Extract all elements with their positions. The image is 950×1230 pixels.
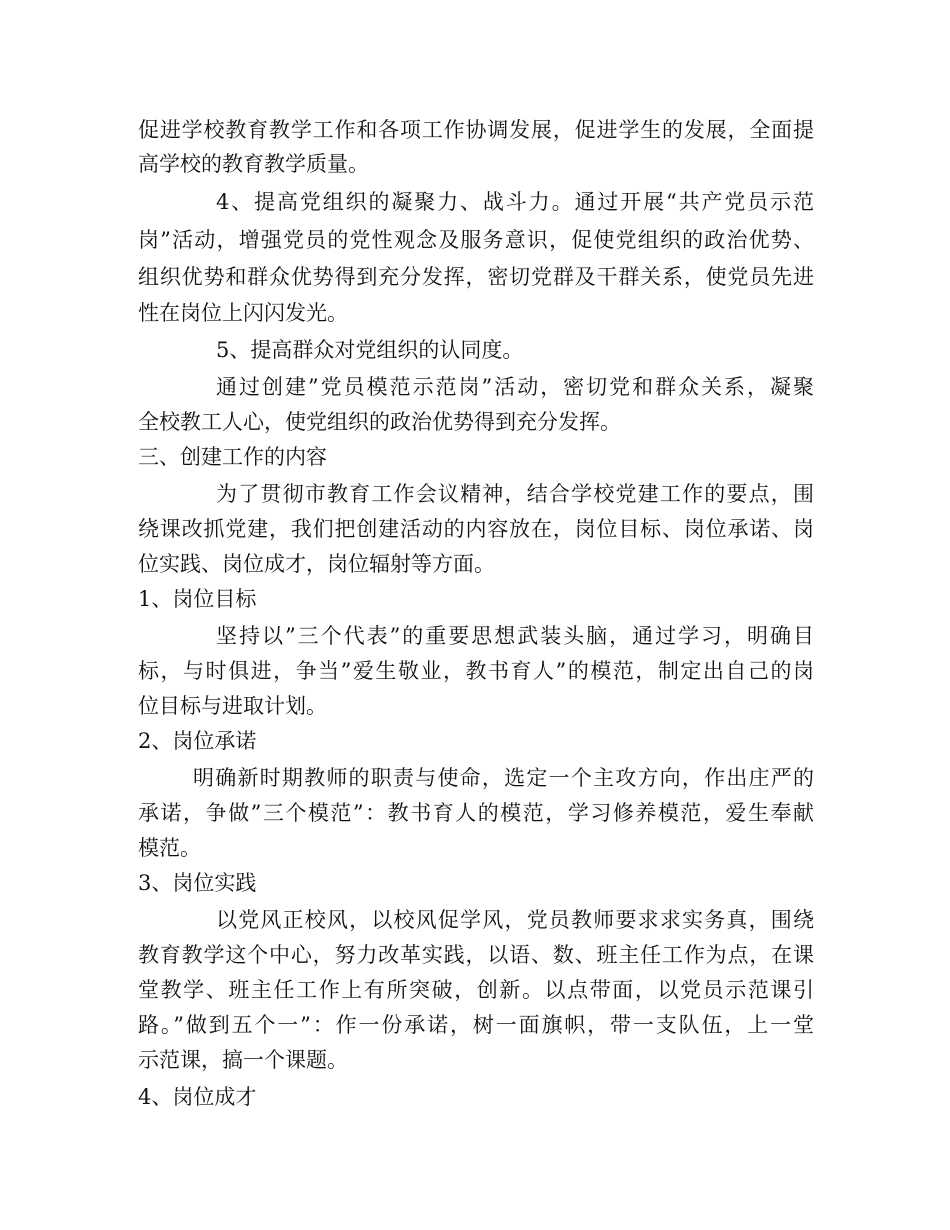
text-line-17: 位目标与进取计划。 bbox=[138, 694, 327, 718]
text-line-16: 标，与时俱进，争当”爱生敬业，教书育人”的模范，制定出自己的岗 bbox=[138, 659, 814, 683]
text-line-4: 岗”活动，增强党员的党性观念及服务意识，促使党组织的政治优势、 bbox=[138, 228, 814, 252]
text-line-12: 绕课改抓党建，我们把创建活动的内容放在，岗位目标、岗位承诺、岗 bbox=[138, 517, 814, 541]
text-line-13: 位实践、岗位成才，岗位辐射等方面。 bbox=[138, 552, 495, 576]
subheading-3: 3、岗位实践 bbox=[138, 871, 257, 895]
text-line-19: 明确新时期教师的职责与使命，选定一个主攻方向，作出庄严的 bbox=[193, 766, 814, 790]
section-heading-3: 三、创建工作的内容 bbox=[138, 445, 327, 469]
text-line-26: 路。”做到五个一”：作一份承诺，树一面旗帜，带一支队伍，上一堂 bbox=[138, 1013, 814, 1037]
text-line-9: 全校教工人心，使党组织的政治优势得到充分发挥。 bbox=[138, 410, 621, 434]
text-line-15: 坚持以”三个代表”的重要思想武装头脑，通过学习，明确目 bbox=[216, 624, 814, 648]
text-line-6: 性在岗位上闪闪发光。 bbox=[138, 301, 348, 325]
text-line-24: 教育教学这个中心，努力改革实践，以语、数、班主任工作为点，在课 bbox=[138, 943, 814, 967]
text-line-8: 通过创建”党员模范示范岗”活动，密切党和群众关系，凝聚 bbox=[216, 375, 814, 399]
text-line-21: 模范。 bbox=[138, 836, 201, 860]
text-line-7: 5、提高群众对党组织的认同度。 bbox=[216, 338, 524, 362]
text-line-20: 承诺，争做”三个模范”：教书育人的模范，学习修养模范，爱生奉献 bbox=[138, 801, 814, 825]
text-line-25: 堂教学、班主任工作上有所突破，创新。以点带面，以党员示范课引 bbox=[138, 978, 814, 1002]
text-line-5: 组织优势和群众优势得到充分发挥，密切党群及干群关系，使党员先进 bbox=[138, 265, 814, 289]
text-line-23: 以党风正校风，以校风促学风，党员教师要求求实务真，围绕 bbox=[216, 908, 814, 932]
text-line-2: 高学校的教育教学质量。 bbox=[138, 152, 369, 176]
text-line-27: 示范课，搞一个课题。 bbox=[138, 1048, 348, 1072]
subheading-4: 4、岗位成才 bbox=[138, 1085, 257, 1109]
text-line-1: 促进学校教育教学工作和各项工作协调发展，促进学生的发展，全面提 bbox=[138, 118, 814, 142]
subheading-2: 2、岗位承诺 bbox=[138, 729, 257, 753]
text-line-3: 4、提高党组织的凝聚力、战斗力。通过开展“共产党员示范 bbox=[216, 190, 814, 214]
text-line-11: 为了贯彻市教育工作会议精神，结合学校党建工作的要点，围 bbox=[216, 482, 814, 506]
subheading-1: 1、岗位目标 bbox=[138, 587, 257, 611]
